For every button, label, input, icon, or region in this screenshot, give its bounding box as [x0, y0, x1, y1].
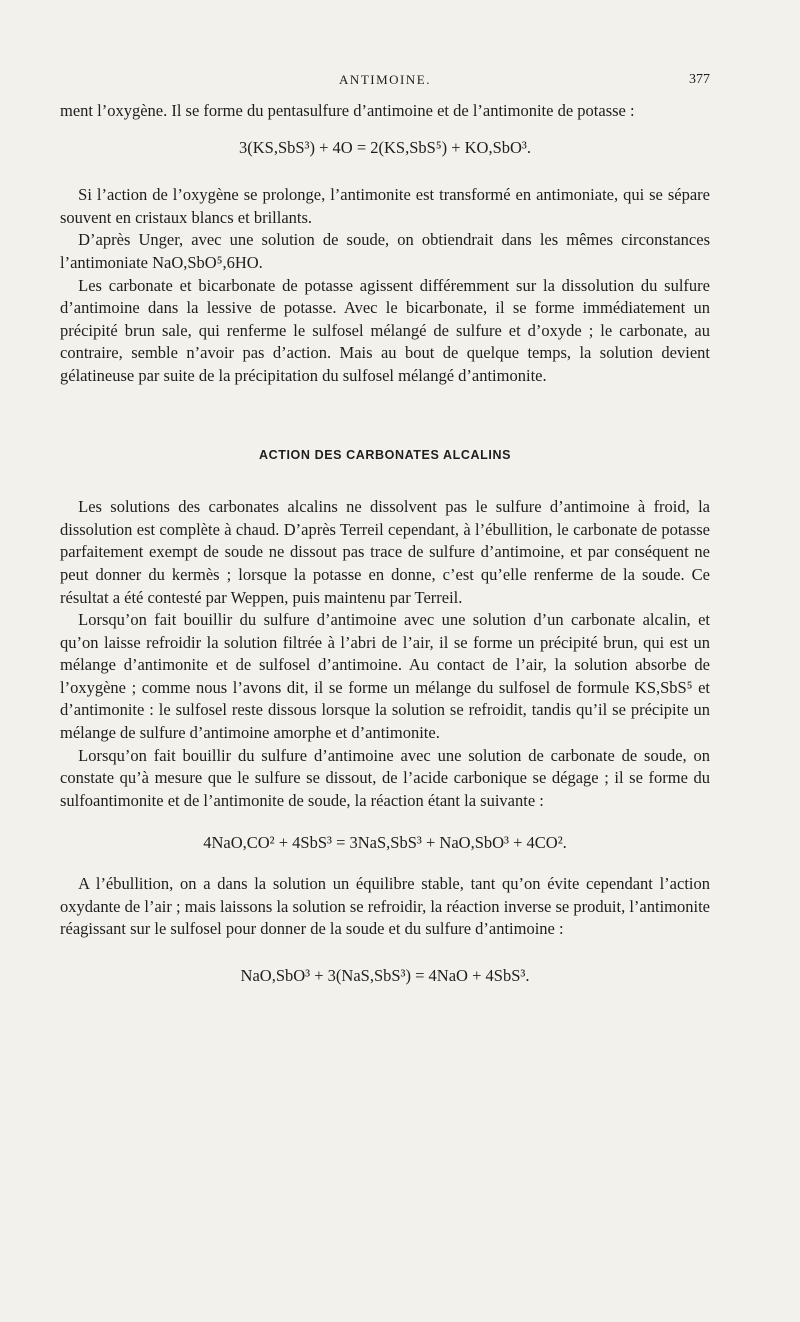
section-heading: ACTION DES CARBONATES ALCALINS	[258, 447, 512, 462]
paragraph: Lorsqu’on fait bouillir du sulfure d’antimoine avec une solution de carbonate de soude, on constate qu’à mesure que le sulfure se dissout, de l’acide carbonique se dégage ; il se forme du sulfoantimonite et de l’antimonite de soude, la réaction étant la suivante :	[60, 745, 710, 810]
paragraph: Les carbonate et bicarbonate de potasse agissent différemment sur la dissolution du sulfure d’antimoine dans la lessive de potasse. Avec le bicarbonate, il se forme immédiatement un précipité brun sale, qui renferme le sulfosel mélangé de sulfure et d’oxyde ; le carbonate, au contraire, semble n’avoir pas d’action. Mais au bout de quelque temps, la solution devient gélatineuse par suite de la précipitation du sulfosel mélangé d’antimonite.	[60, 275, 710, 385]
paragraph: A l’ébullition, on a dans la solution un équilibre stable, tant qu’on évite cependant l’action oxydante de l’air ; mais laissons la solution se refroidir, la réaction inverse se produit, l’antimonite réagissant sur le sulfosel pour donner de la soude et du sulfure d’antimoine :	[60, 874, 710, 939]
paragraph: Lorsqu’on fait bouillir du sulfure d’antimoine avec une solution d’un carbonate alcalin, et qu’on laisse refroidir la solution filtrée à l’abri de l’air, il se forme un précipité brun, qui est un mélange d’antimonite et de sulfosel d’antimoine. Au contact de l’air, la solution absorbe de l’oxygène ; comme nous l’avons dit, il se forme un mélange du sulfosel de formule KS,SbS⁵ et d’antimonite : le sulfosel reste dissous lorsque la solution se refroidit, tandis qu’il se précipite un mélange de sulfure d’antimoine amorphe et d’antimonite.	[60, 610, 710, 743]
paragraph: ment l’oxygène. Il se forme du pentasulfure d’antimoine et de l’antimonite de potasse :	[60, 101, 635, 120]
paragraph: Si l’action de l’oxygène se prolonge, l’antimonite est transformé en antimoniate, qui se sépare souvent en cristaux blancs et brillants.	[60, 185, 710, 227]
paragraph: Les solutions des carbonates alcalins ne dissolvent pas le sulfure d’antimoine à froid, la dissolution est complète à chaud. D’après Terreil cependant, à l’ébullition, le carbonate de potasse parfaitement exempt de soude ne dissout pas trace de sulfure d’antimoine, et par conséquent ne peut donner du kermès ; lorsque la potasse en donne, c’est qu’elle renferme de la soude. Ce résultat a été contesté par Weppen, puis maintenu par Terreil.	[60, 497, 710, 607]
formula: 4NaO,CO² + 4SbS³ = 3NaS,SbS³ + NaO,SbO³ + 4CO².	[203, 833, 567, 853]
running-title: ANTIMOINE.	[339, 72, 431, 87]
paragraph: D’après Unger, avec une solution de soude, on obtiendrait dans les mêmes circonstances l’antimoniate NaO,SbO⁵,6HO.	[60, 230, 710, 272]
page-number: 377	[689, 72, 710, 87]
formula: 3(KS,SbS³) + 4O = 2(KS,SbS⁵) + KO,SbO³.	[238, 137, 532, 157]
page-header	[60, 72, 710, 94]
page-body	[60, 100, 710, 987]
formula: NaO,SbO³ + 3(NaS,SbS³) = 4NaO + 4SbS³.	[240, 965, 530, 985]
